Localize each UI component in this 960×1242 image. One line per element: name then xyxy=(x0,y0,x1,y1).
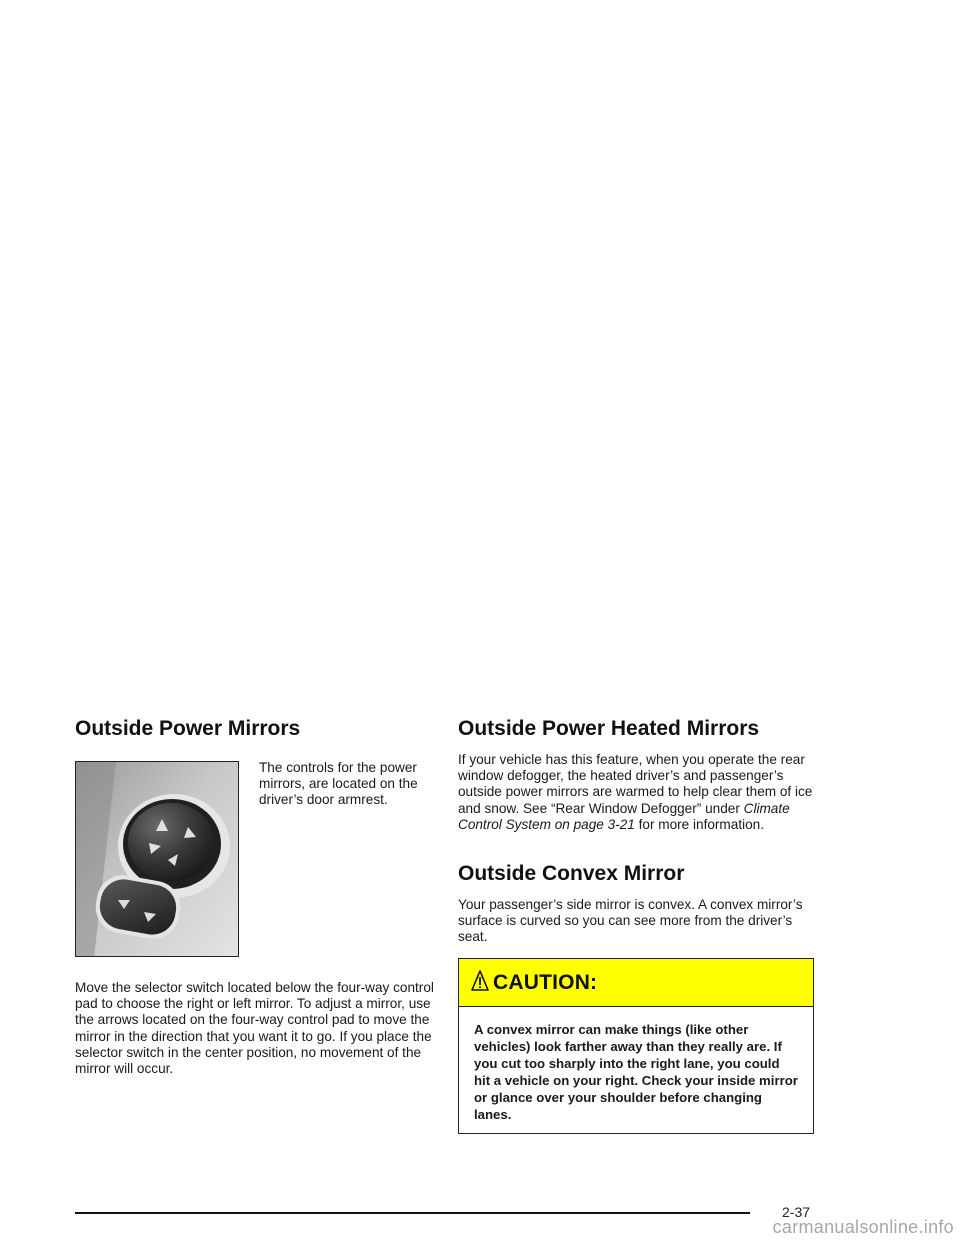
climate-control-reference: Climate Control System on page 3-21 xyxy=(458,800,790,832)
caution-title: CAUTION: xyxy=(493,970,598,994)
selector-switch-paragraph: Move the selector switch located below the four-way control pad to choose the right or left mirror. To adjust a mirror, use the arrows located on the four-way control pad to move the mirror in the direction that you want it to go. If you place the selector switch in the center position, no movement of the mirror will occur. xyxy=(75,980,434,1077)
caution-header xyxy=(459,959,813,1007)
mirror-control-photo xyxy=(75,761,239,957)
footer-rule xyxy=(75,1212,750,1214)
heated-text-before: If your vehicle has this feature, when you operate the rear window defogger, the heated driver’s and passenger’s outside power mirrors are warmed to help clear them of ice and snow. See “Rear Window Defogger” under xyxy=(458,752,813,816)
heated-text-after: for more information. xyxy=(634,816,765,832)
mirror-control-illustration xyxy=(76,762,239,957)
heading-outside-convex-mirror: Outside Convex Mirror xyxy=(458,862,685,885)
heading-outside-power-mirrors: Outside Power Mirrors xyxy=(75,717,301,740)
controls-location-text: The controls for the power mirrors, are located on the driver’s door armrest. xyxy=(259,760,418,808)
caution-text: A convex mirror can make things (like other vehicles) look farther away than they really are. If you cut too sharply into the right lane, you could hit a vehicle on your right. Check your inside mirror or glance over your shoulder before changing lanes. xyxy=(474,1022,798,1122)
heading-outside-power-heated-mirrors: Outside Power Heated Mirrors xyxy=(458,717,760,740)
convex-mirror-paragraph: Your passenger’s side mirror is convex. A convex mirror’s surface is curved so you can see more from the driver’s seat. xyxy=(458,897,803,945)
heated-mirrors-paragraph xyxy=(458,752,822,833)
caution-box xyxy=(458,958,814,1134)
page-number: 2-37 xyxy=(782,1204,811,1220)
warning-triangle-icon xyxy=(471,970,489,992)
watermark: carmanualsonline.info xyxy=(772,1217,954,1237)
